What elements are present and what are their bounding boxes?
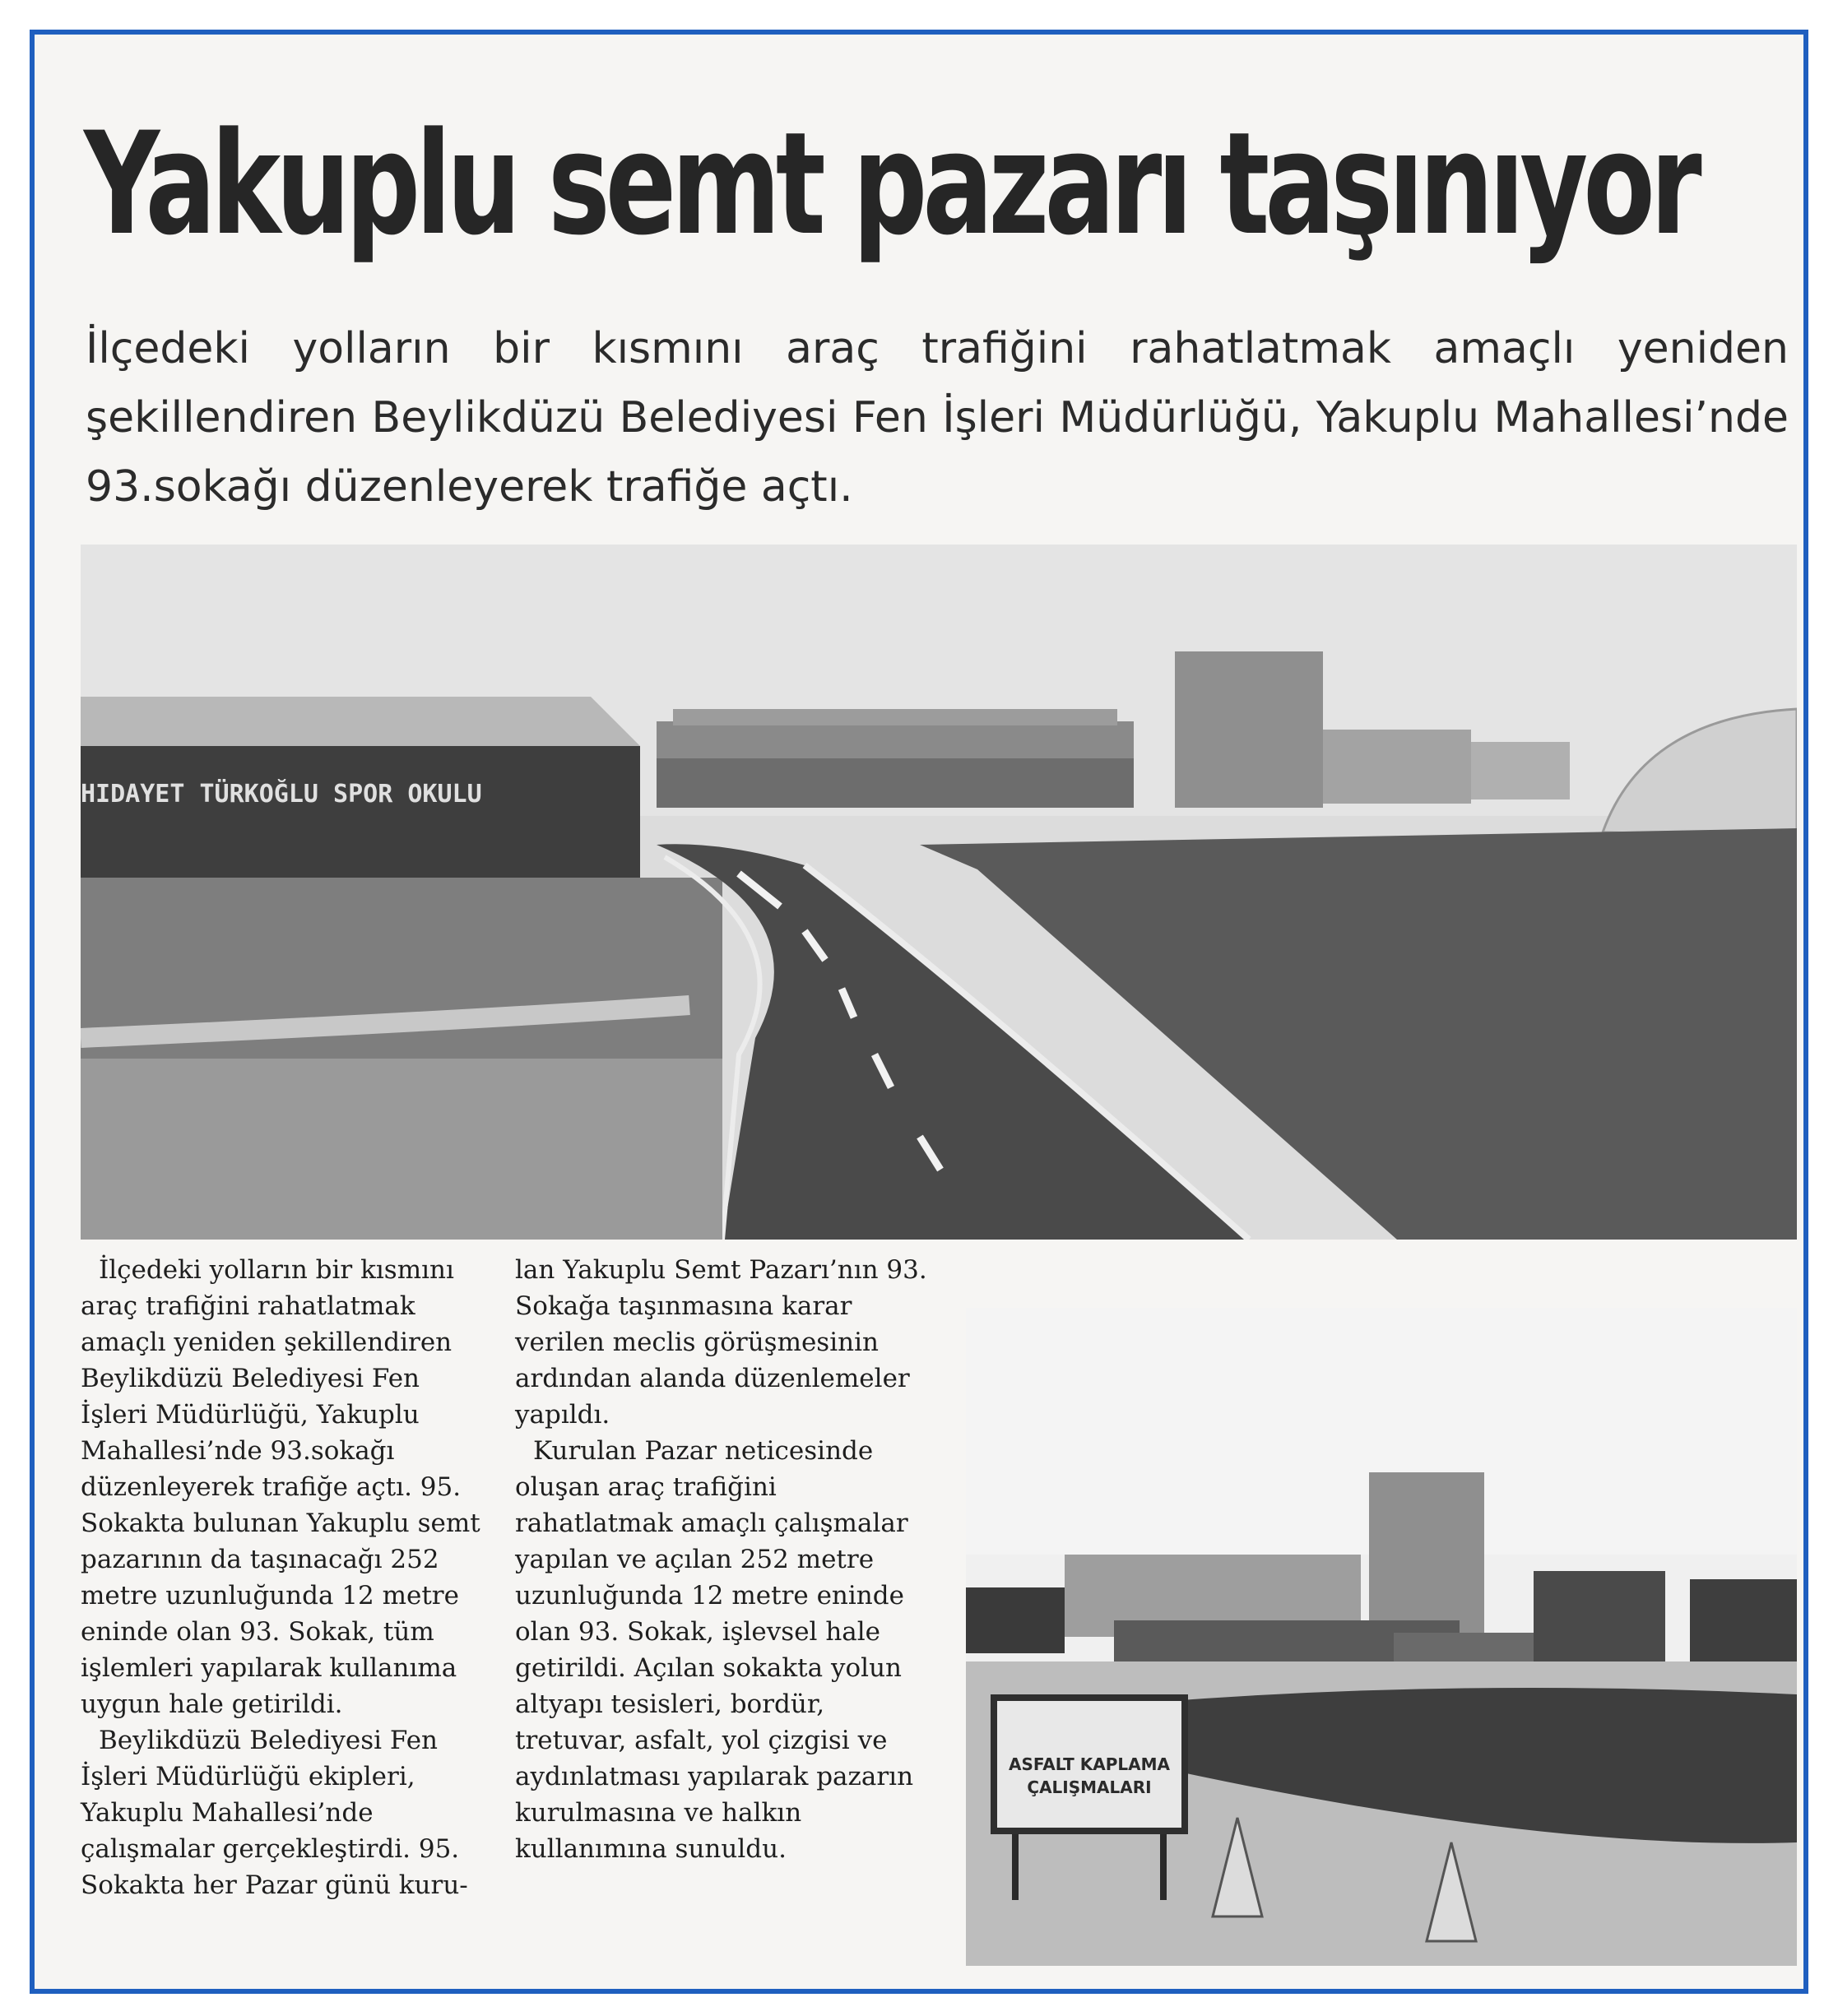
asphalt-work-photo bbox=[966, 1308, 1797, 1966]
body-paragraph: Kurulan Pazar neticesinde oluşan araç trafiğini rahatlatmak amaçlı çalışmalar yapılan ve açılan 252 metre uzunluğunda 12 metre eninde olan 93. Sokak, işlevsel hale getirildi. Açılan sokakta yolun altyapı tesisleri, bordür, tretuvar, asfalt, yol çizgisi ve aydınlatması yapılarak pazarın kurulmasına ve halkın kullanımına sunuldu. bbox=[515, 1436, 914, 1864]
body-column-2 bbox=[515, 1252, 931, 1867]
headline: Yakuplu semt pazarı taşınıyor bbox=[84, 101, 1697, 266]
building-sign-text: HIDAYET TÜRKOĞLU SPOR OKULU bbox=[81, 780, 482, 809]
road-photo bbox=[81, 545, 1797, 1240]
sign-text-line2: ÇALIŞMALARI bbox=[1027, 1777, 1152, 1797]
lead-paragraph: İlçedeki yolların bir kısmını araç trafiğini rahatlatmak amaçlı yeniden şekillendiren Beylikdüzü Belediyesi Fen İşleri Müdürlüğü, Yakuplu Mahallesi’nde 93.sokağı düzenleyerek trafiğe açtı. bbox=[86, 324, 1789, 512]
body-paragraph: İlçedeki yolların bir kısmını araç trafiğini rahatlatmak amaçlı yeniden şekillendiren Beylikdüzü Belediyesi Fen İşleri Müdürlüğü, Yakuplu Mahallesi’nde 93.sokağı düzenleyerek trafiğe açtı. 95. Sokakta bulunan Yakuplu semt pazarının da taşınacağı 252 metre uzunluğunda 12 metre eninde olan 93. Sokak, tüm işlemleri yapılarak kullanıma uygun hale getirildi. bbox=[81, 1255, 480, 1719]
body-column-1 bbox=[81, 1252, 494, 1903]
body-paragraph: lan Yakuplu Semt Pazarı’nın 93. Sokağa taşınmasına karar verilen meclis görüşmesinin ardından alanda düzenlemeler yapıldı. bbox=[515, 1255, 927, 1430]
body-paragraph: Beylikdüzü Belediyesi Fen İşleri Müdürlüğü ekipleri, Yakuplu Mahallesi’nde çalışmalar gerçekleştirdi. 95. Sokakta her Pazar günü kuru- bbox=[81, 1726, 468, 1900]
clipping-frame bbox=[30, 30, 1808, 1994]
sign-text-line1: ASFALT KAPLAMA bbox=[1008, 1754, 1171, 1774]
